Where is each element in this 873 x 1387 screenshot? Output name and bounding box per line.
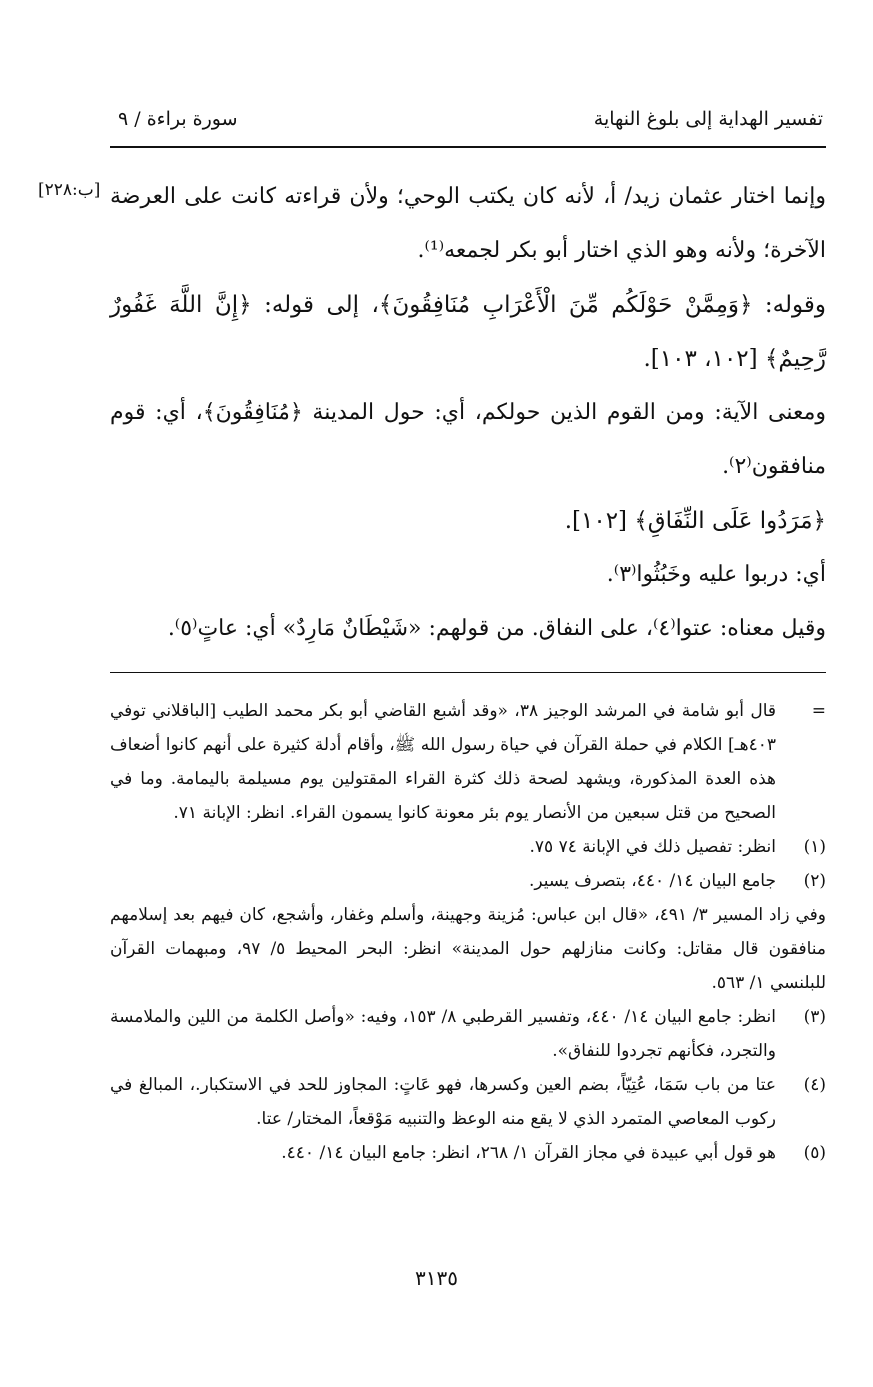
footnote-text: جامع البيان ١٤/ ٤٤٠، بتصرف يسير. bbox=[528, 871, 776, 891]
header-rule bbox=[110, 146, 826, 148]
main-text bbox=[110, 170, 826, 656]
footnote-text: هو قول أبي عبيدة في مجاز القرآن ١/ ٢٦٨، انظر: جامع البيان ١٤/ ٤٤٠. bbox=[281, 1143, 776, 1163]
paragraph-3: ومعنى الآية: ومن القوم الذين حولكم، أي: حول المدينة ﴿مُنَافِقُونَ﴾، أي: قوم منافقون⁽٢⁾. bbox=[110, 400, 826, 479]
footnote-number: (٥) bbox=[803, 1143, 826, 1163]
footnote-number: = bbox=[811, 701, 826, 721]
footnote-number: (٤) bbox=[803, 1075, 826, 1095]
footnote-text: انظر: تفصيل ذلك في الإبانة ٧٤ ٧٥. bbox=[529, 837, 776, 857]
paragraph-2: وقوله: ﴿وَمِمَّنْ حَوْلَكُم مِّنَ الْأَعْرَابِ مُنَافِقُونَ﴾، إلى قوله: ﴿إِنَّ اللَّهَ غَفُورٌ رَّحِيمٌ﴾ [١٠٢، ١٠٣]. bbox=[110, 292, 826, 372]
footnote-text: وفي زاد المسير ٣/ ٤٩١، «قال ابن عباس: مُزينة وجهينة، وأسلم وغفار، وأشجع، كان فيهم بعد إسلامهم منافقون قال مقاتل: وكانت منازلهم حول المدينة» انظر: البحر المحيط ٥/ ٩٧، ومبهمات القرآن للبلنسي ١/ ٥٦٣. bbox=[110, 905, 826, 993]
footnote-number: (٣) bbox=[803, 1007, 826, 1027]
paragraph-1: وإنما اختار عثمان زيد/ أ، لأنه كان يكتب الوحي؛ ولأن قراءته كانت على العرضة الآخرة؛ ولأنه وهو الذي اختار أبو بكر لجمعه⁽¹⁾. bbox=[110, 184, 826, 263]
footnote-rule bbox=[110, 672, 826, 673]
footnote bbox=[110, 1136, 826, 1170]
paragraph-4: ﴿مَرَدُوا عَلَى النِّفَاقِ﴾ [١٠٢]. bbox=[564, 508, 826, 534]
header-book-title: تفسير الهداية إلى بلوغ النهاية bbox=[593, 108, 823, 130]
footnote bbox=[110, 898, 826, 1000]
footnote bbox=[110, 1068, 826, 1136]
footnote-number: (٢) bbox=[803, 871, 826, 891]
footnote-number: (١) bbox=[803, 837, 826, 857]
footnote bbox=[110, 830, 826, 864]
page-number: ٣١٣٥ bbox=[415, 1266, 458, 1290]
header-surah: سورة براءة / ٩ bbox=[118, 108, 238, 130]
footnote-text: انظر: جامع البيان ١٤/ ٤٤٠، وتفسير القرطبي ٨/ ١٥٣، وفيه: «وأصل الكلمة من اللين والملامسة والتجرد، فكأنهم تجردوا للنفاق». bbox=[110, 1007, 777, 1061]
footnote-text: عتا من باب سَمَا، عُتِيّاً، بضم العين وكسرها، فهو عَاتٍ: المجاوز للحد في الاستكبار.، المبالغ في ركوب المعاصي المتمرد الذي لا يقع منه الوعظ والتنبيه مَوْقعاً، المختار/ عتا. bbox=[110, 1075, 776, 1129]
footnote bbox=[110, 1000, 826, 1068]
paragraph-6: وقيل معناه: عتوا⁽٤⁾، على النفاق. من قولهم: «شَيْطَانٌ مَارِدٌ» أي: عاتٍ⁽٥⁾. bbox=[167, 616, 826, 641]
footnotes bbox=[110, 694, 826, 1170]
footnote-text: قال أبو شامة في المرشد الوجيز ٣٨، «وقد أشبع القاضي أبو بكر محمد الطيب [الباقلاني توفي ٤٠٣هـ] الكلام في حملة القرآن في حياة رسول الله ﷺ، وأقام أدلة كثيرة على أنهم كانوا أضعاف هذه العدة المذكورة، ويشهد لصحة ذلك كثرة القراء المقتولين يوم مسيلمة باليمامة. وما في الصحيح من قتل سبعين من الأنصار يوم بئر معونة كانوا يسمون القراء. انظر: الإبانة ٧١. bbox=[110, 701, 776, 823]
manuscript-margin-ref: [ب:٢٢٨] bbox=[38, 180, 101, 200]
footnote bbox=[110, 694, 826, 830]
paragraph-5: أي: دربوا عليه وخَبُثُوا⁽٣⁾. bbox=[606, 562, 826, 587]
footnote bbox=[110, 864, 826, 898]
